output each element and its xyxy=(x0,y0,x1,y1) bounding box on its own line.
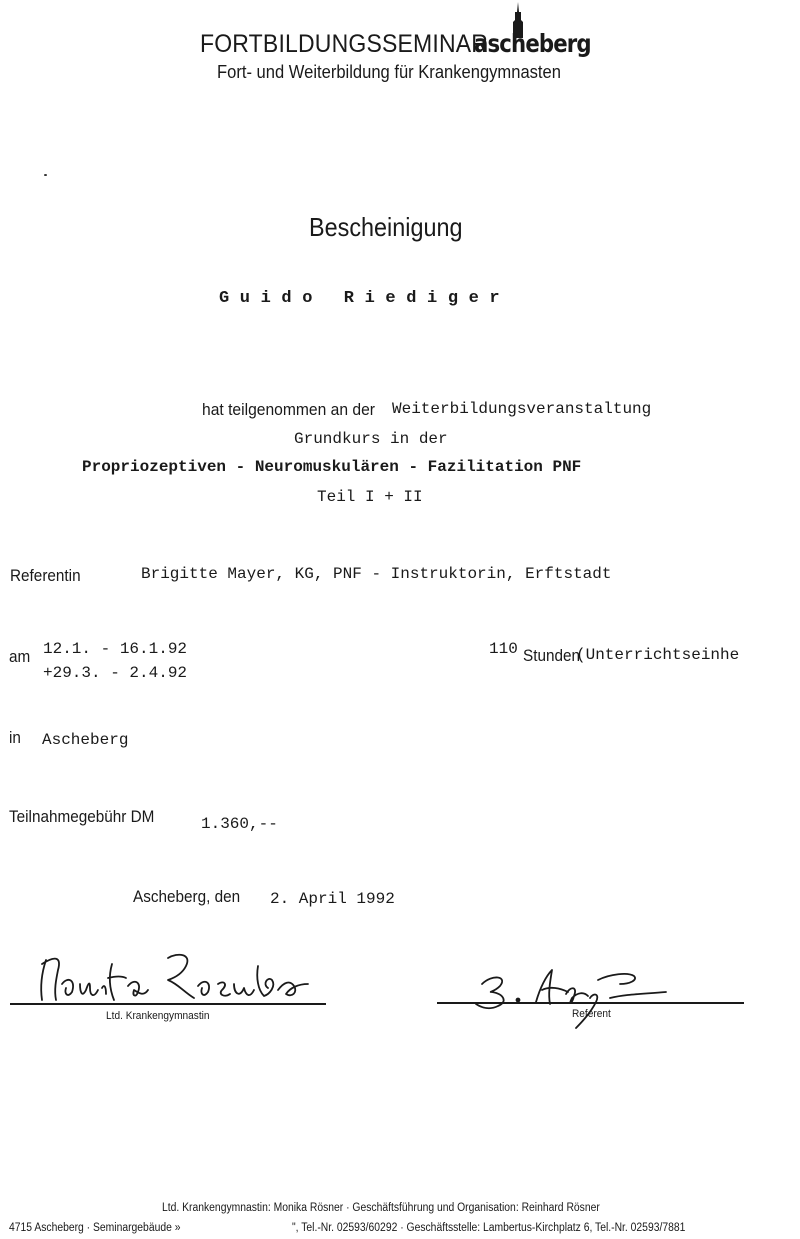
ascheberg-logo xyxy=(474,2,591,60)
location-value: Ascheberg xyxy=(42,731,129,749)
signature-line-right xyxy=(437,1002,744,1004)
signature-right xyxy=(470,958,670,1038)
participant-name: Guido Riediger xyxy=(219,289,511,308)
course-line-2: Propriozeptiven - Neuromuskulären - Fazilitation PNF xyxy=(82,458,582,476)
hours-label: Stunden xyxy=(523,646,581,665)
course-line-3: Teil I + II xyxy=(317,488,423,506)
signature-caption-left: Ltd. Krankengymnastin xyxy=(106,1010,210,1022)
hours-note: (Unterrichtseinhe xyxy=(576,646,740,664)
header-subtitle: Fort- und Weiterbildung für Krankengymnasten xyxy=(217,62,561,82)
fee-value: 1.360,-- xyxy=(201,815,278,833)
issue-date: 2. April 1992 xyxy=(270,890,395,908)
signature-left xyxy=(28,944,328,1004)
footer-line-1: Ltd. Krankengymnastin: Monika Rösner · Geschäftsführung und Organisation: Reinhard Rösner xyxy=(162,1202,600,1214)
hours-value: 110 xyxy=(489,640,518,658)
footer-line-2-left: 4715 Ascheberg · Seminargebäude » xyxy=(9,1222,181,1234)
header-title: FORTBILDUNGSSEMINAR xyxy=(200,30,489,58)
date-range-2: +29.3. - 2.4.92 xyxy=(43,664,188,682)
scan-speck xyxy=(44,174,47,176)
issue-place-label: Ascheberg, den xyxy=(133,887,241,906)
signature-caption-right: Referent xyxy=(572,1008,611,1020)
signature-line-left xyxy=(10,1003,326,1005)
event-type: Weiterbildungsveranstaltung xyxy=(392,400,652,418)
footer-line-2-right: ", Tel.-Nr. 02593/60292 · Geschäftsstelle: Lambertus-Kirchplatz 6, Tel.-Nr. 02593/7881 xyxy=(292,1222,686,1234)
participation-intro: hat teilgenommen an der xyxy=(202,400,376,419)
referent-label: Referentin xyxy=(10,566,81,585)
course-line-1: Grundkurs in der xyxy=(294,430,448,448)
date-label: am xyxy=(9,647,31,666)
logo-wordmark: ascheberg xyxy=(474,29,591,58)
location-label: in xyxy=(9,728,21,747)
fee-label: Teilnahmegebühr DM xyxy=(9,807,155,826)
document-title: Bescheinigung xyxy=(309,212,463,242)
referent-value: Brigitte Mayer, KG, PNF - Instruktorin, Erftstadt xyxy=(141,565,612,583)
date-range-1: 12.1. - 16.1.92 xyxy=(43,640,188,658)
